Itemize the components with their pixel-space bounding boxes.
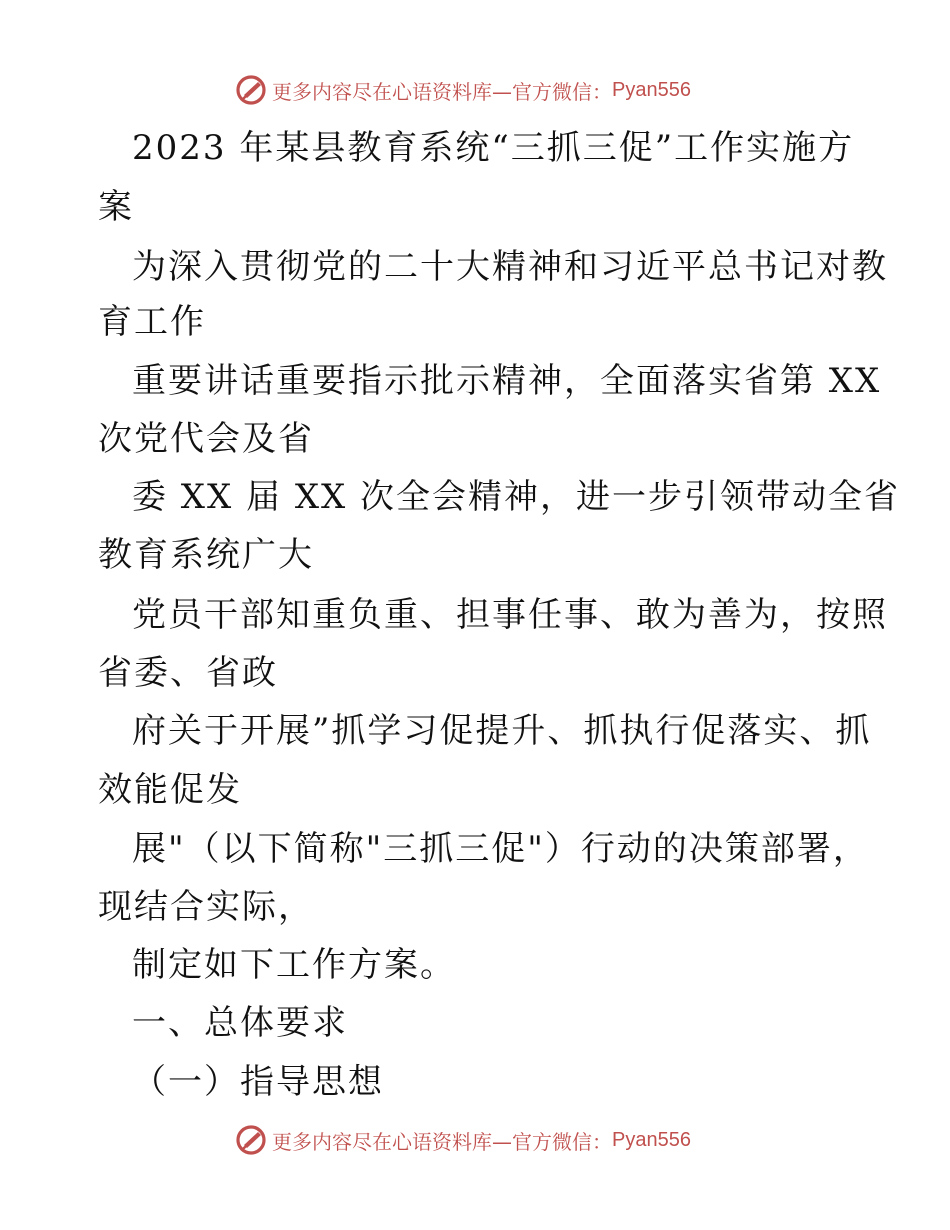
doc-paragraph-line: 育工作 — [98, 302, 206, 342]
doc-paragraph-line: 府关于开展”抓学习促提升、抓执行促落实、抓 — [132, 711, 872, 751]
doc-title-line-1: 2023 年某县教育系统“三抓三促”工作实施方 — [132, 128, 855, 168]
watermark-handle: Pyan556 — [612, 78, 691, 101]
header-watermark — [234, 72, 691, 108]
doc-paragraph-line: 展"（以下简称"三抓三促"）行动的决策部署， — [132, 829, 869, 869]
doc-paragraph-line: 效能促发 — [98, 770, 242, 810]
footer-watermark — [234, 1122, 691, 1158]
doc-paragraph-line: 次党代会及省 — [98, 419, 314, 459]
watermark-text: 更多内容尽在心语资料库—官方微信： — [272, 1129, 612, 1154]
doc-paragraph-line: 教育系统广大 — [98, 535, 314, 575]
watermark-text: 更多内容尽在心语资料库—官方微信： — [272, 79, 612, 104]
doc-paragraph-line: 制定如下工作方案。 — [132, 945, 456, 985]
brand-logo-icon — [234, 1123, 268, 1157]
doc-paragraph-line: 委 XX 届 XX 次全会精神，进一步引领带动全省 — [132, 477, 901, 517]
section-heading: 一、总体要求 — [132, 1003, 348, 1043]
doc-paragraph-line: 重要讲话重要指示批示精神，全面落实省第 XX — [132, 361, 882, 401]
doc-paragraph-line: 党员干部知重负重、担事任事、敢为善为，按照 — [132, 595, 888, 635]
doc-title-line-2: 案 — [98, 187, 134, 227]
watermark-handle: Pyan556 — [612, 1128, 691, 1151]
subsection-heading: （一）指导思想 — [132, 1062, 384, 1102]
doc-paragraph-line: 省委、省政 — [98, 653, 278, 693]
brand-logo-icon — [234, 73, 268, 107]
doc-paragraph-line: 为深入贯彻党的二十大精神和习近平总书记对教 — [132, 247, 888, 287]
doc-paragraph-line: 现结合实际， — [98, 887, 314, 927]
